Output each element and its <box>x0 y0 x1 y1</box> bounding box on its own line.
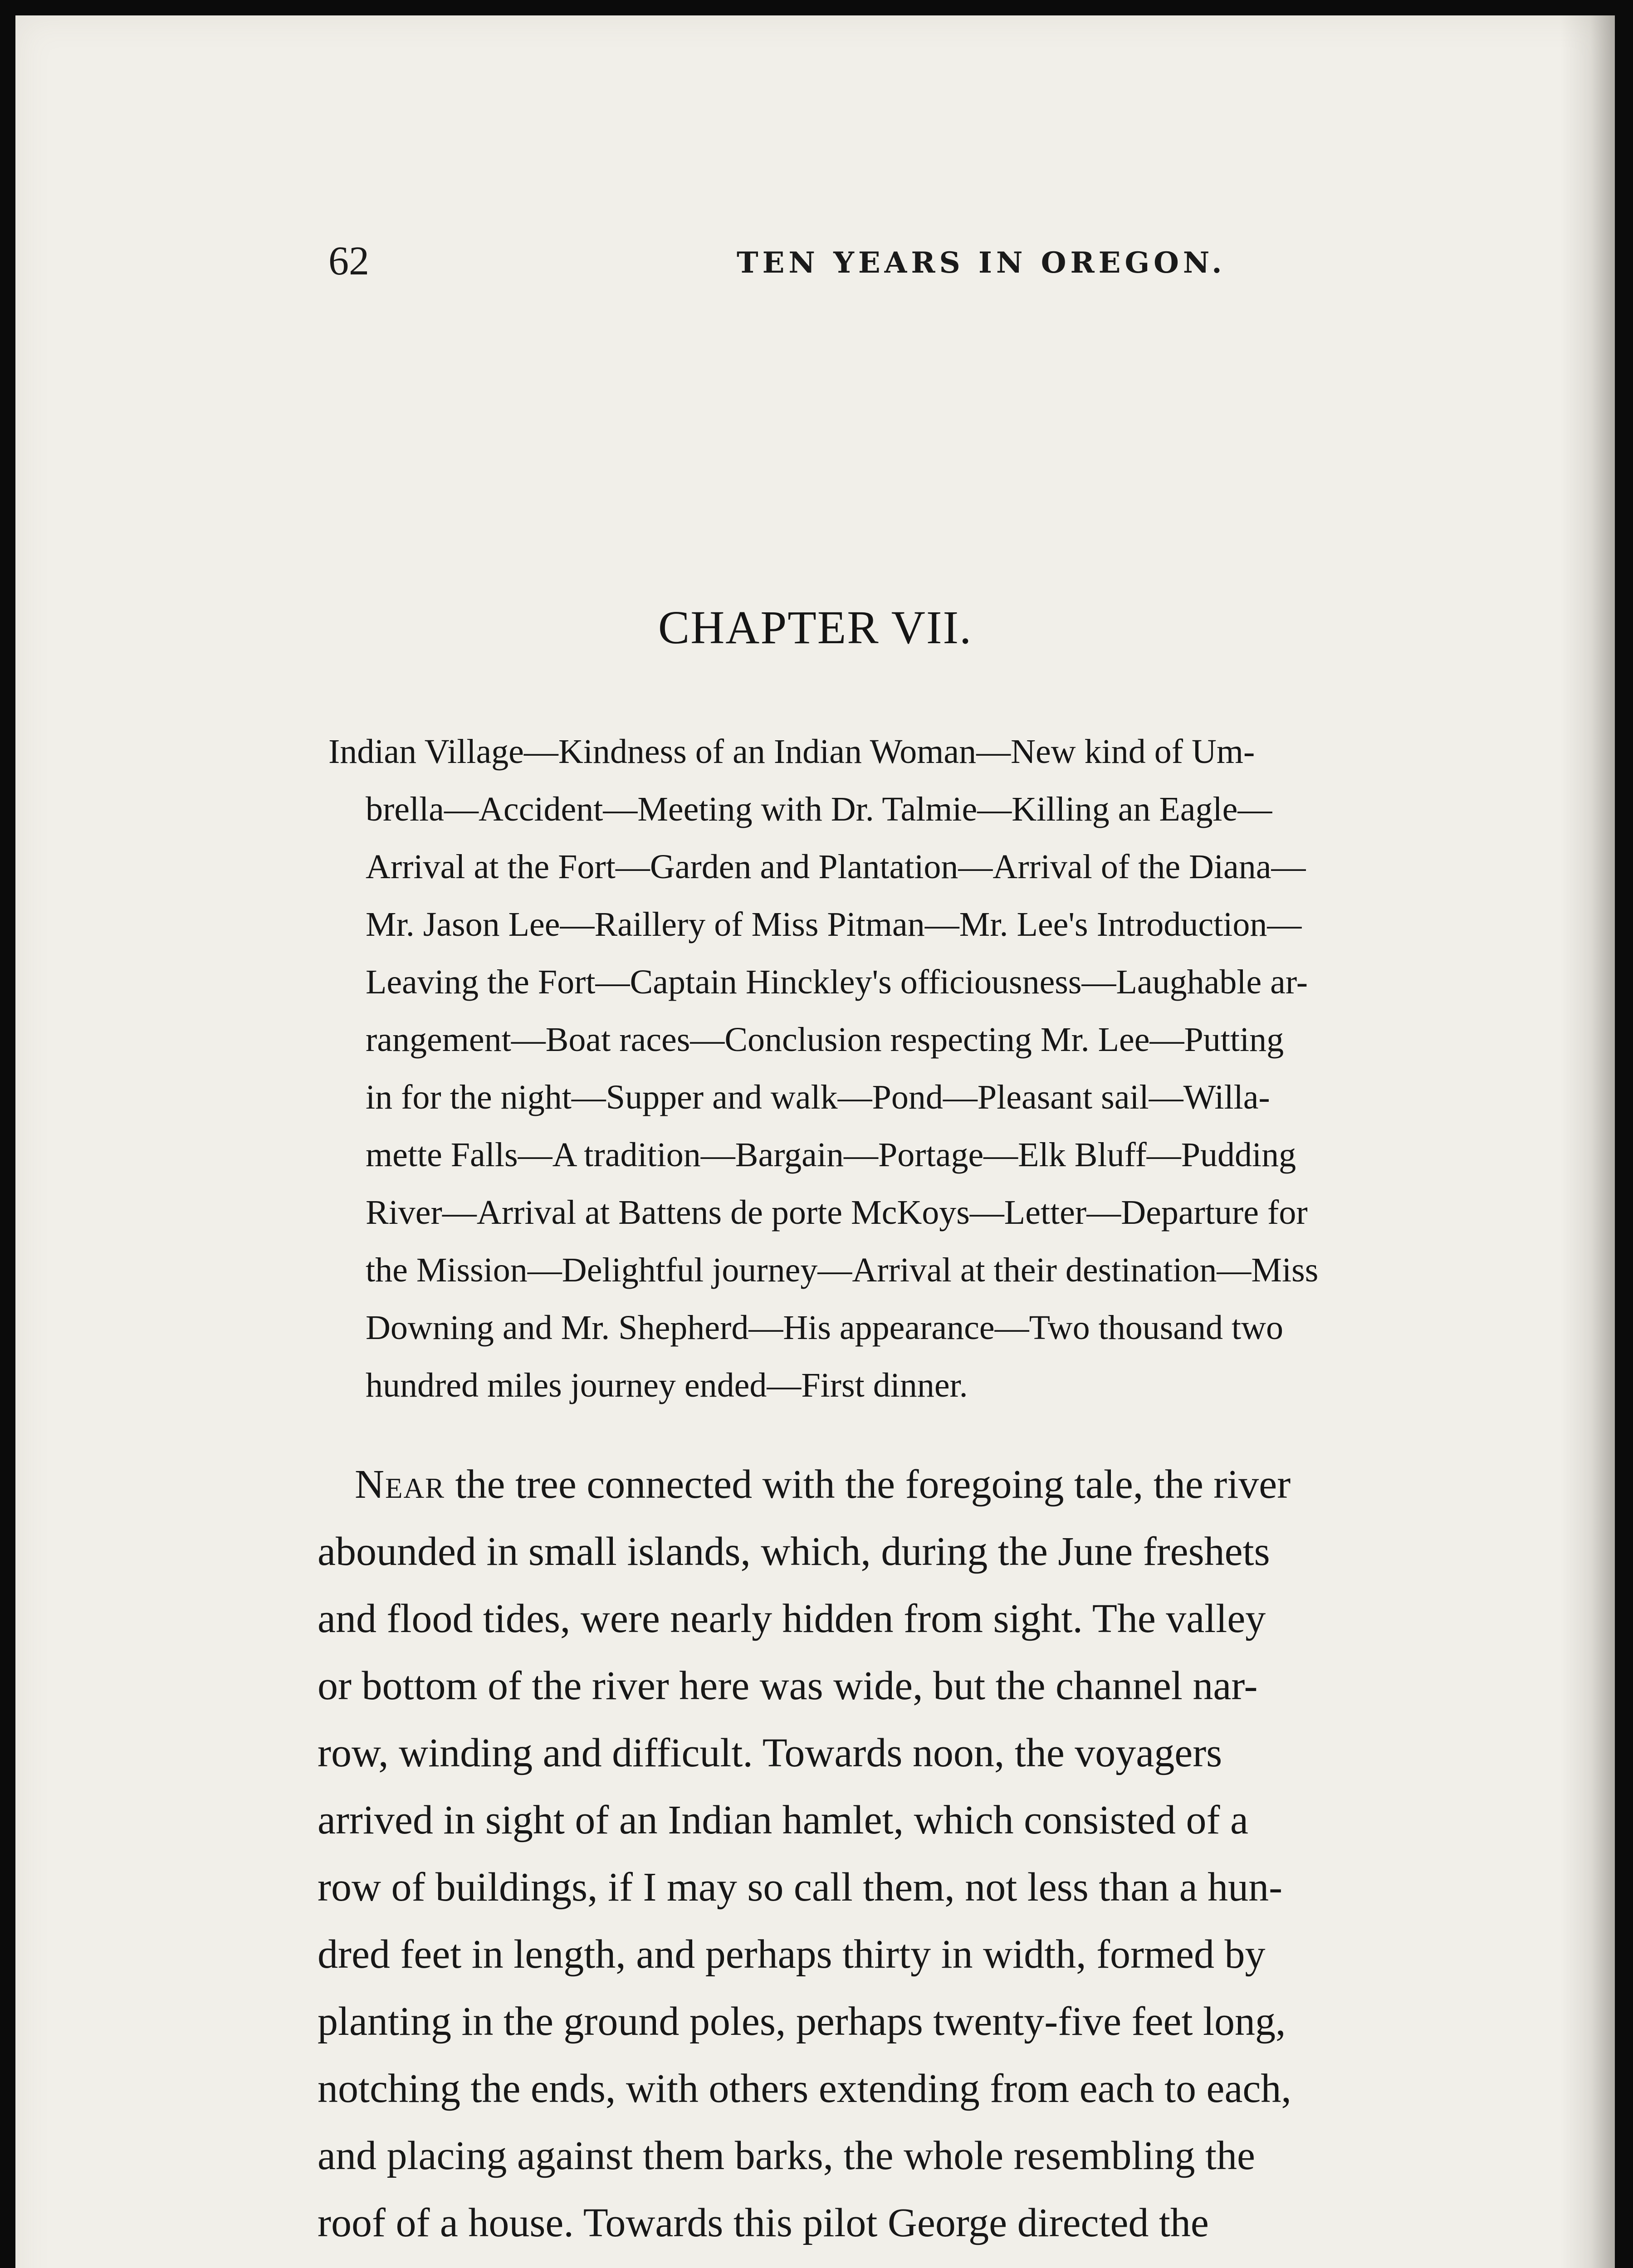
page-header <box>328 238 1594 288</box>
summary-line: brella—Accident—Meeting with Dr. Talmie—Killing an Eagle— <box>366 790 1272 828</box>
running-head: TEN YEARS IN OREGON. <box>737 246 1226 280</box>
body-line: or bottom of the river here was wide, but the channel nar- <box>318 1663 1258 1708</box>
body-line: row of buildings, if I may so call them, not less than a hun- <box>318 1865 1283 1910</box>
body-line: dred feet in length, and perhaps thirty in width, formed by <box>318 1932 1266 1977</box>
body-line: row, winding and difficult. Towards noon, the voyagers <box>318 1730 1222 1775</box>
body-line: and flood tides, were nearly hidden from sight. The valley <box>318 1596 1266 1641</box>
body-line: notching the ends, with others extending from each to each, <box>318 2066 1291 2111</box>
summary-line: Mr. Jason Lee—Raillery of Miss Pitman—Mr. Lee's Introduction— <box>366 905 1302 943</box>
body-line: planting in the ground poles, perhaps twenty-five feet long, <box>318 1999 1286 2044</box>
body-line <box>355 1451 1592 1518</box>
summary-line: in for the night—Supper and walk—Pond—Pleasant sail—Willa- <box>366 1078 1270 1116</box>
summary-line: hundred miles journey ended—First dinner. <box>366 1366 968 1404</box>
summary-line: mette Falls—A tradition—Bargain—Portage—Elk Bluff—Pudding <box>366 1136 1296 1174</box>
page-number: 62 <box>328 239 369 284</box>
summary-line: Indian Village—Kindness of an Indian Woman—New kind of Um- <box>328 733 1255 771</box>
summary-line: the Mission—Delightful journey—Arrival at their destination—Miss <box>366 1251 1319 1289</box>
summary-line: River—Arrival at Battens de porte McKoys—Letter—Departure for <box>366 1193 1308 1232</box>
chapter-summary <box>328 723 1589 1414</box>
body-line: roof of a house. Towards this pilot George directed the <box>318 2200 1209 2245</box>
body-line: and placing against them barks, the whole resembling the <box>318 2133 1255 2178</box>
summary-line: Arrival at the Fort—Garden and Plantation—Arrival of the Diana— <box>366 848 1306 886</box>
summary-line: rangement—Boat races—Conclusion respecting Mr. Lee—Putting <box>366 1021 1284 1059</box>
summary-line: Leaving the Fort—Captain Hinckley's officiousness—Laughable ar- <box>366 963 1308 1001</box>
drop-word: Near <box>355 1462 445 1507</box>
body-line-text: the tree connected with the foregoing tale, the river <box>445 1462 1291 1507</box>
body-line: abounded in small islands, which, during the June freshets <box>318 1529 1270 1574</box>
book-page <box>15 15 1615 2268</box>
summary-line: Downing and Mr. Shepherd—His appearance—Two thousand two <box>366 1309 1284 1347</box>
chapter-title: CHAPTER VII. <box>658 601 973 654</box>
body-line: arrived in sight of an Indian hamlet, which consisted of a <box>318 1798 1248 1843</box>
body-line <box>318 2257 1592 2268</box>
body-paragraph <box>318 1451 1592 2268</box>
